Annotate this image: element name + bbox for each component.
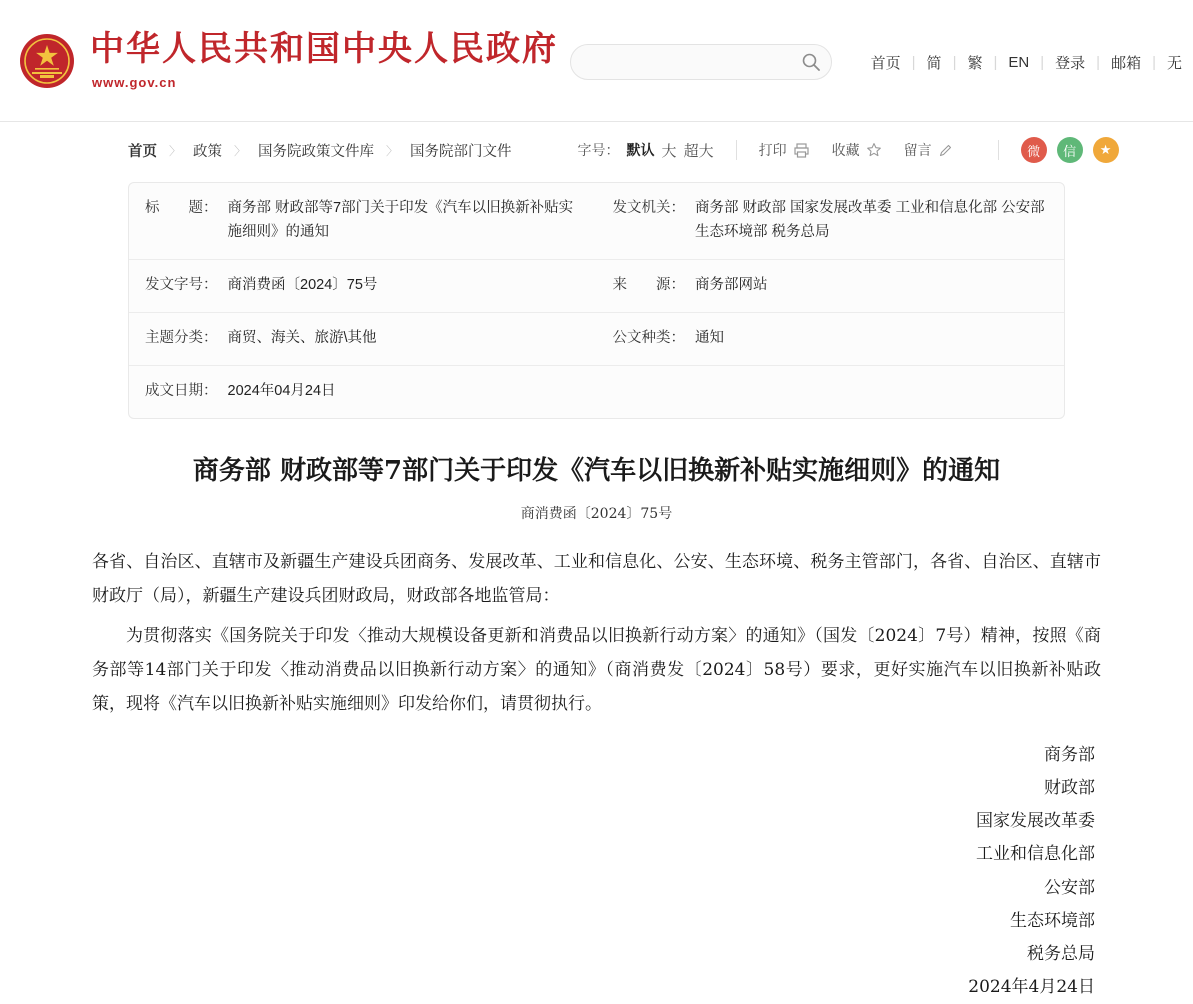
breadcrumb-item-policy[interactable]: 政策 [193,143,223,160]
nav-item-english[interactable]: EN [1008,53,1030,71]
search-input[interactable] [587,54,801,71]
printer-icon [793,142,810,159]
breadcrumb-toolbar-bar [0,122,1193,178]
table-row [129,183,1064,260]
meta-value-subject-category: 商贸、海关、旅游\其他 [227,329,377,346]
signature-line: 国家发展改革委 [976,811,1095,832]
meta-label-issue-date: 成文日期： [145,382,218,399]
nav-divider: | [952,53,957,71]
meta-label-issuing-agency: 发文机关： [612,200,685,216]
fontsize-label: 字号： [577,142,620,158]
meta-cell-title [129,183,597,259]
meta-value-doc-type: 通知 [695,329,724,346]
toolbar-divider [736,140,737,160]
article-signature [92,739,1101,1004]
meta-label-doc-number: 发文字号： [145,276,218,293]
print-button[interactable] [759,140,810,160]
article-body [92,545,1101,721]
fontsize-large-button[interactable]: 大 [661,142,677,160]
meta-value-title: 商务部 财政部等7部门关于印发《汽车以旧换新补贴实施细则》的通知 [227,200,574,240]
breadcrumb-item-home[interactable]: 首页 [128,143,157,160]
chevron-right-icon: 〉 [386,143,399,158]
signature-date: 2024年4月24日 [968,976,1095,997]
table-row [129,313,1064,366]
search-box[interactable] [570,44,832,80]
fontsize-xlarge-button[interactable]: 超大 [683,142,714,160]
meta-cell-source [597,260,1065,312]
header-nav [860,52,1193,73]
meta-value-doc-number: 商消费函〔2024〕75号 [227,276,378,293]
nav-item-more[interactable]: 无 [1166,54,1182,72]
favorite-share-icon[interactable]: ★ [1093,137,1119,163]
meta-label-source: 来 源： [612,276,685,293]
signature-line: 财政部 [1044,778,1095,799]
article-container [0,453,1193,1004]
fontsize-default-button[interactable]: 默认 [626,142,655,158]
site-brand [90,28,558,91]
nav-divider: | [993,53,998,71]
table-row [129,366,1064,418]
site-header [0,0,1193,122]
nav-divider: | [911,53,916,71]
nav-item-mail[interactable]: 邮箱 [1111,54,1142,72]
print-label: 打印 [758,142,787,158]
national-emblem-icon [18,32,76,90]
chevron-right-icon: 〉 [234,143,247,158]
article-paragraph: 各省、自治区、直辖市及新疆生产建设兵团商务、发展改革、工业和信息化、公安、生态环境、税务主管部门，各省、自治区、直辖市财政厅（局），新疆生产建设兵团财政局，财政部各地监管局： [92,552,1101,606]
document-meta-table [128,182,1065,419]
meta-cell-issuing-agency [597,183,1065,259]
nav-item-simplified[interactable]: 简 [926,54,942,72]
article-toolbar [578,137,1119,163]
meta-value-issuing-agency: 商务部 财政部 国家发展改革委 工业和信息化部 公安部 生态环境部 税务总局 [695,200,1045,240]
site-title: 中华人民共和国中央人民政府 [90,28,558,69]
nav-divider: | [1152,53,1156,71]
signature-line: 商务部 [1044,745,1095,765]
nav-item-traditional[interactable]: 繁 [967,54,983,72]
page-title: 商务部 财政部等7部门关于印发《汽车以旧换新补贴实施细则》的通知 [192,455,1001,486]
share-group [1021,137,1119,163]
search-icon[interactable] [801,52,821,72]
breadcrumb-item-department-docs[interactable]: 国务院部门文件 [410,143,512,160]
meta-label-title: 标 题： [145,200,218,216]
meta-value-issue-date: 2024年04月24日 [227,382,336,399]
nav-divider: | [1040,53,1045,71]
favorite-label: 收藏 [831,142,860,158]
comment-button[interactable] [904,140,954,160]
table-row [129,260,1064,313]
signature-line: 工业和信息化部 [976,844,1095,865]
nav-item-login[interactable]: 登录 [1055,54,1086,72]
signature-line: 公安部 [1044,877,1095,898]
pencil-icon [938,142,954,158]
article-doc-number: 商消费函〔2024〕75号 [520,506,673,522]
breadcrumb-item-policy-library[interactable]: 国务院政策文件库 [258,143,375,160]
chevron-right-icon: 〉 [169,143,182,158]
meta-value-source: 商务部网站 [695,276,768,293]
signature-line: 税务总局 [1027,943,1095,964]
meta-cell-issue-date [129,366,1064,418]
site-url: www.gov.cn [92,75,177,91]
nav-item-home[interactable]: 首页 [870,54,901,72]
meta-cell-doc-number [129,260,597,312]
header-right [570,44,1193,80]
meta-cell-subject-category [129,313,597,365]
star-icon [866,142,882,158]
meta-cell-doc-type [597,313,1065,365]
article-paragraph: 为贯彻落实《国务院关于印发〈推动大规模设备更新和消费品以旧换新行动方案〉的通知》（国发〔2024〕7号）精神，按照《商务部等14部门关于印发〈推动消费品以旧换新行动方案〉的通知》（商消费发〔2024〕58号）要求，更好实施汽车以旧换新补贴政策，现将《汽车以旧换新补贴实施细则》印发给你们，请贯彻执行。 [92,626,1101,714]
nav-divider: | [1096,53,1101,71]
signature-line: 生态环境部 [1010,910,1095,931]
meta-label-subject-category: 主题分类： [145,329,218,346]
wechat-share-icon[interactable]: 信 [1057,137,1083,163]
weibo-share-icon[interactable]: 微 [1021,137,1047,163]
toolbar-divider [998,140,999,160]
comment-label: 留言 [903,142,932,158]
meta-label-doc-type: 公文种类： [612,329,685,346]
favorite-button[interactable] [832,140,882,160]
